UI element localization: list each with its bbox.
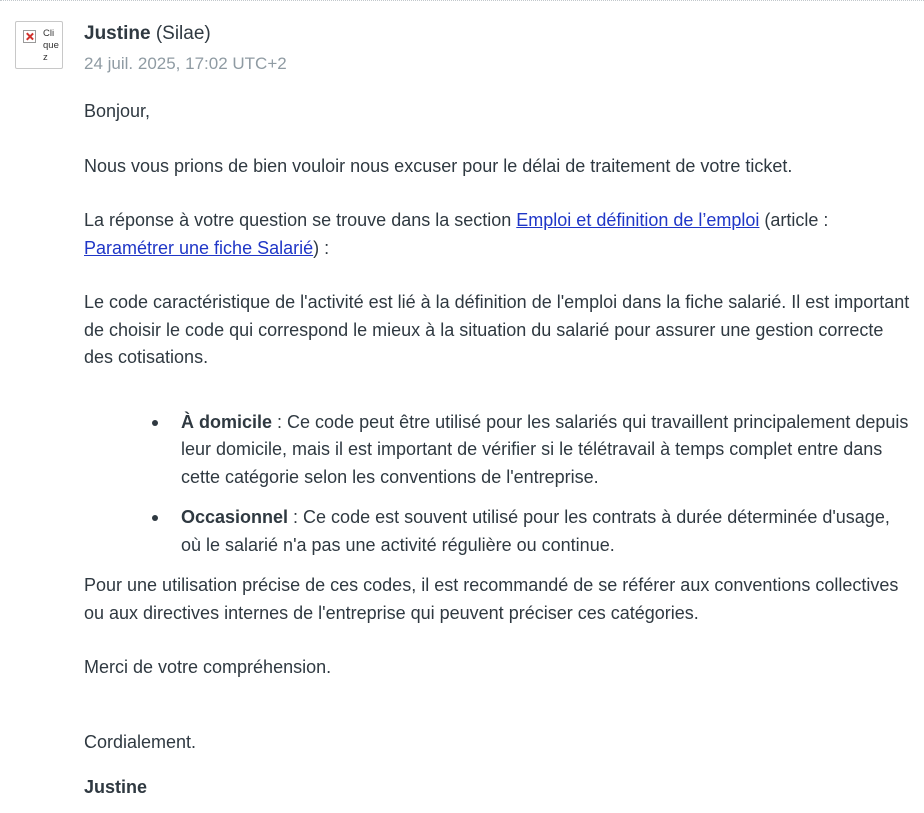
section-link[interactable]: Emploi et définition de l’emploi (516, 210, 760, 230)
list-item-text: : Ce code peut être utilisé pour les salariés qui travaillent principalement depuis leur domicile, mais il est important de vérifier si le télétravail à temps complet entre dans cette catégorie selon les conventions de l'entreprise. (181, 411, 909, 487)
answer-prefix-text: La réponse à votre question se trouve dans la section (84, 210, 517, 230)
answer-paragraph (84, 207, 914, 262)
article-link[interactable]: Paramétrer une fiche Salarié (84, 237, 314, 258)
greeting-paragraph: Bonjour, (84, 101, 151, 121)
answer-mid-text: (article : (759, 210, 829, 230)
regards-paragraph: Cordialement. (84, 731, 197, 752)
comment-divider (0, 0, 924, 1)
signature: Justine (84, 777, 148, 797)
avatar (15, 21, 63, 69)
list-item-term: Occasionnel (181, 507, 289, 527)
avatar-alt-text: Cliquez (43, 28, 59, 63)
comment-timestamp: 24 juil. 2025, 17:02 UTC+2 (84, 54, 287, 73)
comment-header (84, 21, 287, 74)
apology-paragraph: Nous vous prions de bien vouloir nous excuser pour le délai de traitement de votre ticket. (84, 155, 793, 176)
bullet-icon (152, 515, 158, 521)
broken-image-icon (23, 30, 36, 43)
bullet-icon (152, 420, 158, 426)
author-line (84, 21, 287, 47)
comment-body (84, 98, 914, 802)
activity-code-list (84, 409, 914, 560)
recommendation-paragraph: Pour une utilisation précise de ces codes, il est recommandé de se référer aux conventions collectives ou aux directives internes de l'entreprise qui peuvent préciser ces catégories. (84, 575, 899, 623)
list-item (181, 504, 914, 559)
author-name: Justine (84, 23, 151, 44)
list-item (181, 409, 914, 492)
list-item-term: À domicile (181, 411, 273, 432)
author-organization: (Silae) (155, 23, 211, 44)
thanks-paragraph: Merci de votre compréhension. (84, 657, 332, 677)
list-item-text: : Ce code est souvent utilisé pour les contrats à durée déterminée d'usage, où le salarié n'a pas une activité régulière ou continue. (181, 507, 890, 555)
explanation-paragraph: Le code caractéristique de l'activité est lié à la définition de l'emploi dans la fiche salarié. Il est important de choisir le code qui correspond le mieux à la situation du salarié pour assurer une gestion correcte des cotisations. (84, 292, 910, 367)
answer-suffix-text: ) : (313, 237, 330, 258)
